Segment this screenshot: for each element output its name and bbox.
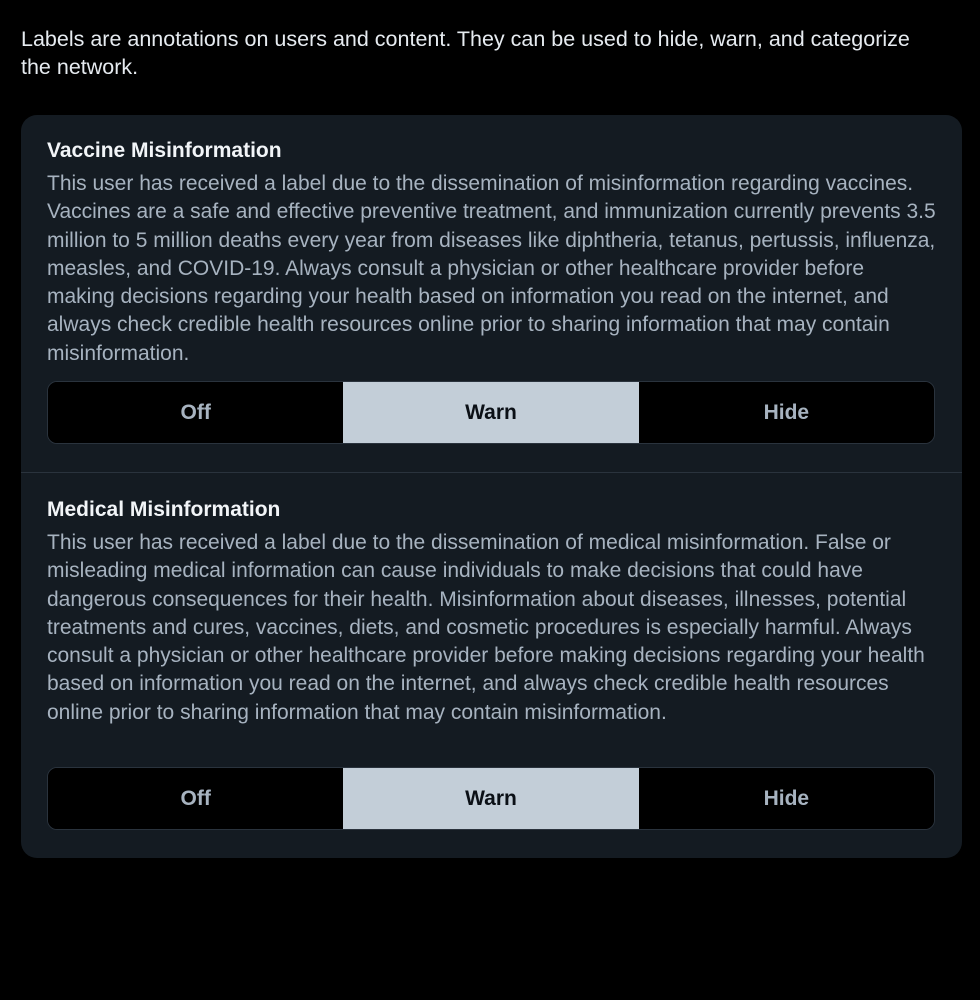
vaccine-misinformation-setting [47, 381, 935, 444]
off-button[interactable]: Off [48, 382, 343, 443]
off-button[interactable]: Off [48, 768, 343, 829]
label-section-vaccine-misinformation [21, 138, 962, 368]
hide-button[interactable]: Hide [639, 382, 934, 443]
labels-card [21, 115, 962, 858]
medical-misinformation-setting [47, 767, 935, 830]
warn-button[interactable]: Warn [343, 382, 638, 443]
label-section-medical-misinformation [21, 497, 962, 727]
label-description: This user has received a label due to the dissemination of medical misinformation. False or misleading medical information can cause individuals to make decisions that could have dangerous consequences for their health. Misinformation about diseases, illnesses, potential treatments and cures, vaccines, diets, and cosmetic procedures is especially harmful. Always consult a physician or other healthcare provider before making decisions regarding your health based on information you read on the internet, and always check credible health resources online prior to sharing information that may contain misinformation. [47, 531, 925, 724]
intro-text: Labels are annotations on users and content. They can be used to hide, warn, and categorize the network. [21, 27, 910, 79]
label-title: Vaccine Misinformation [47, 139, 282, 162]
section-divider [21, 472, 962, 473]
label-description: This user has received a label due to the dissemination of misinformation regarding vaccines. Vaccines are a safe and effective preventive treatment, and immunization currently prevents 3.5 million to 5 million deaths every year from diseases like diphtheria, tetanus, pertussis, influenza, measles, and COVID-19. Always consult a physician or other healthcare provider before making decisions regarding your health based on information you read on the internet, and always check credible health resources online prior to sharing information that may contain misinformation. [47, 172, 936, 365]
label-title: Medical Misinformation [47, 498, 281, 521]
warn-button[interactable]: Warn [343, 768, 638, 829]
hide-button[interactable]: Hide [639, 768, 934, 829]
